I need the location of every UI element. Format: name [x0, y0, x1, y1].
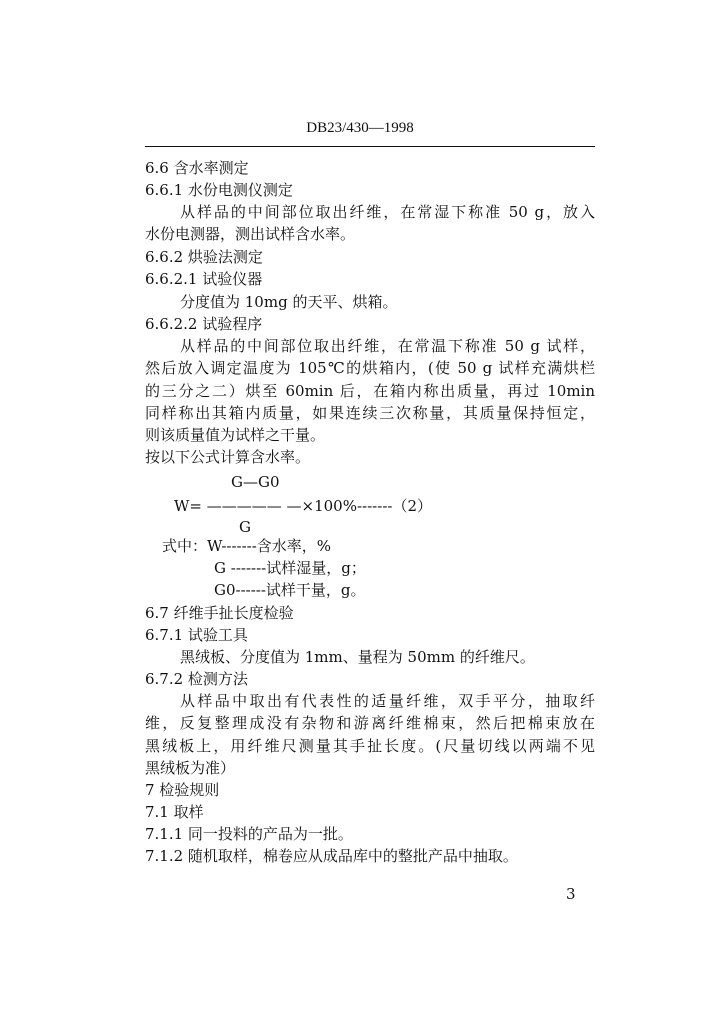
paragraph-line: 则该质量值为试样之干量。 [145, 426, 326, 444]
paragraph-line: 黑绒板、分度值为 1mm、量程为 50mm 的纤维尺。 [180, 648, 535, 666]
document-code-header: DB23/430—1998 [306, 120, 414, 136]
paragraph-line: 然后放入调定温度为 105℃的烘箱内，(使 50 g 试样充满烘栏 [145, 359, 595, 377]
subsection-heading: 6.7.1 试验工具 [145, 626, 248, 644]
paragraph-line: 从样品中取出有代表性的适量纤维，双手平分，抽取纤 [180, 692, 595, 710]
paragraph-line: 按以下公式计算含水率。 [145, 448, 311, 466]
formula-numerator: G—G0 [231, 473, 280, 491]
paragraph-line: 同样称出其箱内质量，如果连续三次称量，其质量保持恒定， [145, 404, 595, 422]
formula-legend-line: G0------试样干量，g。 [214, 581, 366, 599]
header-rule [145, 146, 595, 147]
paragraph-line: 黑绒板上，用纤维尺测量其手扯长度。(尺量切线以两端不见 [145, 737, 595, 755]
subsection-heading: 6.6.2 烘验法测定 [145, 248, 263, 266]
paragraph-line: 从样品的中间部位取出纤维，在常温下称准 50 g 试样， [180, 337, 595, 355]
subsection-heading: 6.7.2 检测方法 [145, 670, 248, 688]
section-heading: 7 检验规则 [145, 781, 220, 799]
subsection-heading: 6.6.1 水份电测仪测定 [145, 181, 293, 199]
paragraph-line: 的三分之二）烘至 60min 后，在箱内称出质量，再过 10min [145, 382, 595, 400]
formula-legend-line: 式中：W-------含水率，% [162, 537, 332, 555]
subsection-heading: 6.6.2.1 试验仪器 [145, 270, 263, 288]
formula-denominator: G [239, 518, 251, 536]
list-item: 7.1.1 同一投料的产品为一批。 [145, 825, 353, 843]
subsection-heading: 6.6.2.2 试验程序 [145, 315, 263, 333]
paragraph-line: 分度值为 10mg 的天平、烘箱。 [180, 293, 398, 311]
list-item: 7.1.2 随机取样，棉卷应从成品库中的整批产品中抽取。 [145, 847, 518, 865]
section-heading: 6.6 含水率测定 [145, 159, 249, 177]
subsection-heading: 7.1 取样 [145, 803, 204, 821]
section-heading: 6.7 纤维手扯长度检验 [145, 604, 294, 622]
formula-legend-line: G -------试样湿量，g； [214, 559, 366, 577]
page-number: 3 [566, 885, 576, 903]
moisture-formula: W= ————— —×100%-------（2） [174, 497, 432, 515]
paragraph-line: 维，反复整理成没有杂物和游离纤维棉束，然后把棉束放在 [145, 714, 595, 732]
paragraph-line: 水份电测器，测出试样含水率。 [145, 225, 356, 243]
paragraph-line: 黑绒板为准） [145, 759, 236, 777]
paragraph-line: 从样品的中间部位取出纤维，在常湿下称准 50 g，放入 [180, 203, 595, 221]
